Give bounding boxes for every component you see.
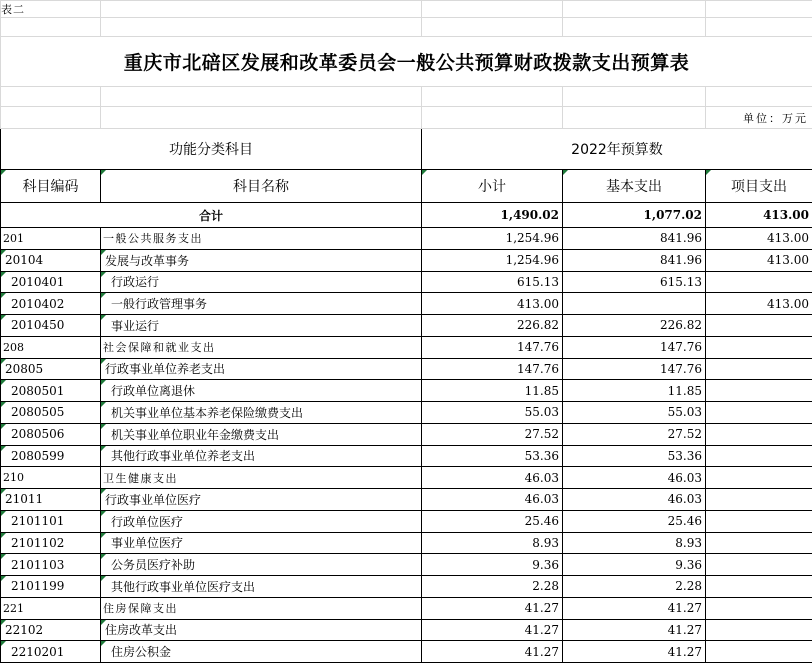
project-value (706, 489, 812, 511)
basic-value: 41.27 (563, 641, 706, 663)
subject-code: 221 (1, 597, 101, 619)
subtotal-value: 413.00 (422, 293, 563, 315)
table-row (1, 249, 812, 271)
subject-code: 22102 (1, 619, 101, 641)
subject-name: 卫生健康支出 (101, 467, 422, 489)
project-value: 413.00 (706, 293, 812, 315)
project-value (706, 467, 812, 489)
subject-name: 一般公共服务支出 (101, 228, 422, 250)
header-basic: 基本支出 (563, 170, 706, 203)
subject-code: 20104 (1, 249, 101, 271)
project-value: 413.00 (706, 228, 812, 250)
basic-value: 55.03 (563, 402, 706, 424)
page-title: 重庆市北碚区发展和改革委员会一般公共预算财政拨款支出预算表 (1, 37, 812, 87)
subject-code: 2101101 (1, 510, 101, 532)
project-value (706, 445, 812, 467)
basic-value: 46.03 (563, 467, 706, 489)
subject-code: 2080599 (1, 445, 101, 467)
table-row (1, 554, 812, 576)
subtotal-value: 11.85 (422, 380, 563, 402)
subtotal-value: 46.03 (422, 467, 563, 489)
subject-code: 21011 (1, 489, 101, 511)
table-row (1, 402, 812, 424)
subject-code: 2010450 (1, 315, 101, 337)
basic-value (563, 293, 706, 315)
header-budget-year: 2022年预算数 (422, 129, 812, 170)
subtotal-value: 8.93 (422, 532, 563, 554)
basic-value: 8.93 (563, 532, 706, 554)
subtotal-value: 1,254.96 (422, 228, 563, 250)
subtotal-value: 41.27 (422, 641, 563, 663)
project-value (706, 402, 812, 424)
subtotal-value: 9.36 (422, 554, 563, 576)
table-row (1, 510, 812, 532)
basic-value: 841.96 (563, 228, 706, 250)
project-value (706, 358, 812, 380)
total-project: 413.00 (706, 203, 812, 228)
subject-name: 住房保障支出 (101, 597, 422, 619)
subject-code: 210 (1, 467, 101, 489)
basic-value: 147.76 (563, 336, 706, 358)
subject-code: 2080501 (1, 380, 101, 402)
header-code: 科目编码 (1, 170, 101, 203)
basic-value: 41.27 (563, 597, 706, 619)
project-value (706, 380, 812, 402)
subject-code: 2210201 (1, 641, 101, 663)
subject-name: 住房改革支出 (101, 619, 422, 641)
subject-code: 2080506 (1, 423, 101, 445)
header-project: 项目支出 (706, 170, 812, 203)
sheet-tag: 表二 (1, 1, 101, 18)
subject-name: 行政单位离退休 (101, 380, 422, 402)
basic-value: 46.03 (563, 489, 706, 511)
subject-name: 其他行政事业单位养老支出 (101, 445, 422, 467)
unit-label: 单位：万元 (706, 107, 812, 129)
table-row (1, 532, 812, 554)
table-row (1, 641, 812, 663)
subject-name: 发展与改革事务 (101, 249, 422, 271)
table-row (1, 467, 812, 489)
table-row (1, 358, 812, 380)
total-subtotal: 1,490.02 (422, 203, 563, 228)
project-value: 413.00 (706, 249, 812, 271)
subtotal-value: 1,254.96 (422, 249, 563, 271)
subtotal-value: 46.03 (422, 489, 563, 511)
project-value (706, 423, 812, 445)
table-row (1, 423, 812, 445)
subtotal-value: 53.36 (422, 445, 563, 467)
subtotal-value: 41.27 (422, 619, 563, 641)
subtotal-value: 2.28 (422, 576, 563, 598)
table-row (1, 489, 812, 511)
subtotal-value: 41.27 (422, 597, 563, 619)
basic-value: 25.46 (563, 510, 706, 532)
subject-name: 机关事业单位基本养老保险缴费支出 (101, 402, 422, 424)
subtotal-value: 147.76 (422, 336, 563, 358)
project-value (706, 576, 812, 598)
project-value (706, 554, 812, 576)
subject-name: 其他行政事业单位医疗支出 (101, 576, 422, 598)
table-row (1, 380, 812, 402)
basic-value: 11.85 (563, 380, 706, 402)
subject-name: 行政事业单位医疗 (101, 489, 422, 511)
subtotal-value: 147.76 (422, 358, 563, 380)
subject-name: 住房公积金 (101, 641, 422, 663)
subject-name: 行政事业单位养老支出 (101, 358, 422, 380)
subtotal-value: 27.52 (422, 423, 563, 445)
subject-name: 社会保障和就业支出 (101, 336, 422, 358)
project-value (706, 271, 812, 293)
project-value (706, 510, 812, 532)
basic-value: 841.96 (563, 249, 706, 271)
basic-value: 27.52 (563, 423, 706, 445)
project-value (706, 619, 812, 641)
subject-name: 机关事业单位职业年金缴费支出 (101, 423, 422, 445)
subject-code: 2101103 (1, 554, 101, 576)
basic-value: 615.13 (563, 271, 706, 293)
table-row (1, 445, 812, 467)
basic-value: 9.36 (563, 554, 706, 576)
header-name: 科目名称 (101, 170, 422, 203)
basic-value: 41.27 (563, 619, 706, 641)
basic-value: 226.82 (563, 315, 706, 337)
project-value (706, 315, 812, 337)
basic-value: 147.76 (563, 358, 706, 380)
subject-code: 2101199 (1, 576, 101, 598)
subject-name: 公务员医疗补助 (101, 554, 422, 576)
table-row (1, 271, 812, 293)
subtotal-value: 226.82 (422, 315, 563, 337)
subject-name: 一般行政管理事务 (101, 293, 422, 315)
subtotal-value: 55.03 (422, 402, 563, 424)
data-rows (1, 228, 812, 663)
total-label: 合计 (1, 203, 422, 228)
subject-name: 事业单位医疗 (101, 532, 422, 554)
basic-value: 2.28 (563, 576, 706, 598)
table-row (1, 315, 812, 337)
total-row (1, 203, 812, 228)
header-subtotal: 小计 (422, 170, 563, 203)
total-basic: 1,077.02 (563, 203, 706, 228)
table-row (1, 228, 812, 250)
project-value (706, 641, 812, 663)
table-row (1, 293, 812, 315)
project-value (706, 532, 812, 554)
project-value (706, 597, 812, 619)
basic-value: 53.36 (563, 445, 706, 467)
table-row (1, 597, 812, 619)
subject-code: 2010401 (1, 271, 101, 293)
subject-name: 行政运行 (101, 271, 422, 293)
subject-code: 208 (1, 336, 101, 358)
subject-name: 事业运行 (101, 315, 422, 337)
table-row (1, 619, 812, 641)
subject-name: 行政单位医疗 (101, 510, 422, 532)
subtotal-value: 615.13 (422, 271, 563, 293)
table-row (1, 576, 812, 598)
subject-code: 2101102 (1, 532, 101, 554)
subject-code: 201 (1, 228, 101, 250)
subject-code: 20805 (1, 358, 101, 380)
project-value (706, 336, 812, 358)
table-row (1, 336, 812, 358)
subtotal-value: 25.46 (422, 510, 563, 532)
subject-code: 2010402 (1, 293, 101, 315)
subject-code: 2080505 (1, 402, 101, 424)
header-function-category: 功能分类科目 (1, 129, 422, 170)
